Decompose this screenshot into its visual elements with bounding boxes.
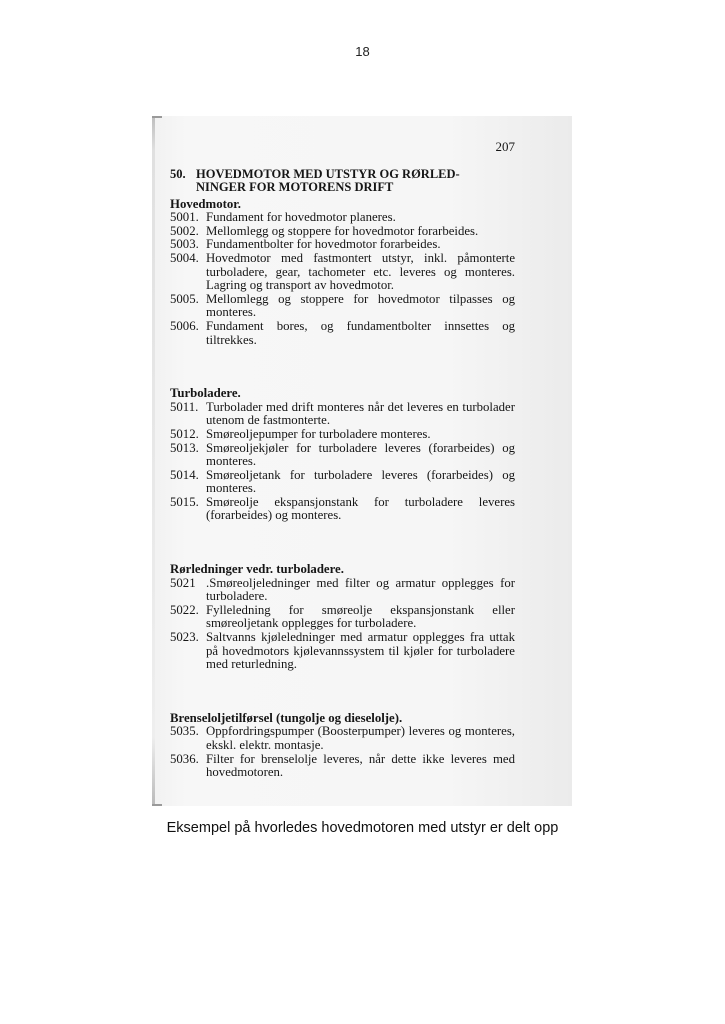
section-heading-brenseloljetilforsel: Brenseloljetilførsel (tungolje og dieselolje). bbox=[170, 710, 403, 725]
entry-5001 bbox=[170, 211, 515, 225]
section-heading-rorledninger: Rørledninger vedr. turboladere. bbox=[170, 562, 344, 577]
entry-text: Smøreoljepumper for turboladere monteres. bbox=[206, 426, 431, 441]
chapter-title-line-1: HOVEDMOTOR MED UTSTYR OG RØRLED- bbox=[196, 166, 460, 181]
entry-5036 bbox=[170, 753, 515, 780]
entry-text: Hovedmotor med fastmontert utstyr, inkl. påmonterte turboladere, gear, tachometer etc. leveres og monteres. Lagring og transport av hovedmotor. bbox=[206, 250, 515, 293]
entry-5002 bbox=[170, 225, 515, 239]
entry-code: 5011. bbox=[170, 399, 199, 414]
entry-text: Filter for brenselolje leveres, når dette ikke leveres med hovedmotoren. bbox=[206, 751, 515, 780]
entry-code: 5021 bbox=[170, 575, 196, 590]
entry-text: Saltvanns kjøleledninger med armatur opplegges fra uttak på hovedmotors kjølevannssystem til kjøler for turboladere med returledning. bbox=[206, 630, 515, 672]
entry-code: 5014. bbox=[170, 467, 199, 482]
entry-code: 5004. bbox=[170, 250, 199, 265]
entry-5003 bbox=[170, 238, 515, 252]
entry-text: Turbolader med drift monteres når det leveres en turbolader utenom de fastmonterte. bbox=[206, 399, 515, 428]
entry-5012 bbox=[170, 428, 515, 442]
entry-code: 5002. bbox=[170, 223, 199, 238]
entry-5014 bbox=[170, 469, 515, 496]
entry-5013 bbox=[170, 442, 515, 469]
entry-text: Mellomlegg og stoppere for hovedmotor tilpasses og monteres. bbox=[206, 291, 515, 320]
entry-code: 5022. bbox=[170, 602, 199, 617]
entry-5022 bbox=[170, 604, 515, 631]
chapter-title bbox=[170, 168, 515, 194]
entry-text: Fundament for hovedmotor planeres. bbox=[206, 210, 396, 225]
entry-code: 5005. bbox=[170, 291, 199, 306]
book-text bbox=[170, 140, 515, 780]
entry-code: 5036. bbox=[170, 751, 199, 766]
entry-5023 bbox=[170, 631, 515, 672]
entry-text: Fundamentbolter for hovedmotor forarbeides. bbox=[206, 237, 441, 252]
document-page-number: 18 bbox=[355, 44, 370, 59]
entry-5005 bbox=[170, 293, 515, 320]
entry-text: Fylleledning for smøreolje ekspansjonstank eller smøreoljetank opplegges for turboladere. bbox=[206, 602, 515, 631]
entry-code: 5003. bbox=[170, 237, 199, 252]
chapter-number: 50. bbox=[170, 166, 186, 181]
entry-text: Fundament bores, og fundamentbolter innsettes og tiltrekkes. bbox=[206, 318, 515, 347]
entry-code: 5023. bbox=[170, 630, 199, 645]
entry-5021 bbox=[170, 577, 515, 604]
entry-code: 5035. bbox=[170, 724, 199, 739]
entry-text: Oppfordringspumper (Boosterpumper) leveres og monteres, ekskl. elektr. montasje. bbox=[206, 724, 515, 752]
chapter-title-text bbox=[196, 168, 460, 194]
entry-code: 5006. bbox=[170, 318, 199, 333]
figure-caption: Eksempel på hvorledes hovedmotoren med utstyr er delt opp bbox=[166, 820, 559, 836]
scan-binding-edge bbox=[152, 116, 155, 806]
section-spacer bbox=[170, 672, 515, 708]
entry-text: Smøreoljetank for turboladere leveres (forarbeides) og monteres. bbox=[206, 467, 515, 496]
entry-code: 5012. bbox=[170, 426, 199, 441]
book-page-number: 207 bbox=[495, 139, 515, 154]
entry-code: 5015. bbox=[170, 494, 199, 509]
scanned-book-page bbox=[152, 116, 572, 806]
entry-code: 5013. bbox=[170, 440, 199, 455]
entry-5004 bbox=[170, 252, 515, 293]
section-spacer bbox=[170, 523, 515, 559]
entry-text: Mellomlegg og stoppere for hovedmotor forarbeides. bbox=[206, 223, 479, 238]
entry-5006 bbox=[170, 320, 515, 347]
entry-text: Smøreoljekjøler for turboladere leveres (forarbeides) og monteres. bbox=[206, 440, 515, 469]
entry-5015 bbox=[170, 496, 515, 523]
entry-5011 bbox=[170, 401, 515, 428]
entry-text: .Smøreoljeledninger med filter og armatur opplegges for turboladere. bbox=[206, 575, 515, 604]
chapter-title-line-2: NINGER FOR MOTORENS DRIFT bbox=[196, 179, 394, 194]
entry-code: 5001. bbox=[170, 210, 199, 225]
section-spacer bbox=[170, 347, 515, 383]
entry-5035 bbox=[170, 725, 515, 752]
scan-corner-mark-bottom bbox=[152, 804, 162, 806]
section-heading-hovedmotor: Hovedmotor. bbox=[170, 196, 241, 211]
section-heading-turboladere: Turboladere. bbox=[170, 386, 241, 401]
entry-text: Smøreolje ekspansjonstank for turboladere leveres (forarbeides) og monteres. bbox=[206, 494, 515, 523]
scan-corner-mark-top bbox=[152, 116, 162, 118]
